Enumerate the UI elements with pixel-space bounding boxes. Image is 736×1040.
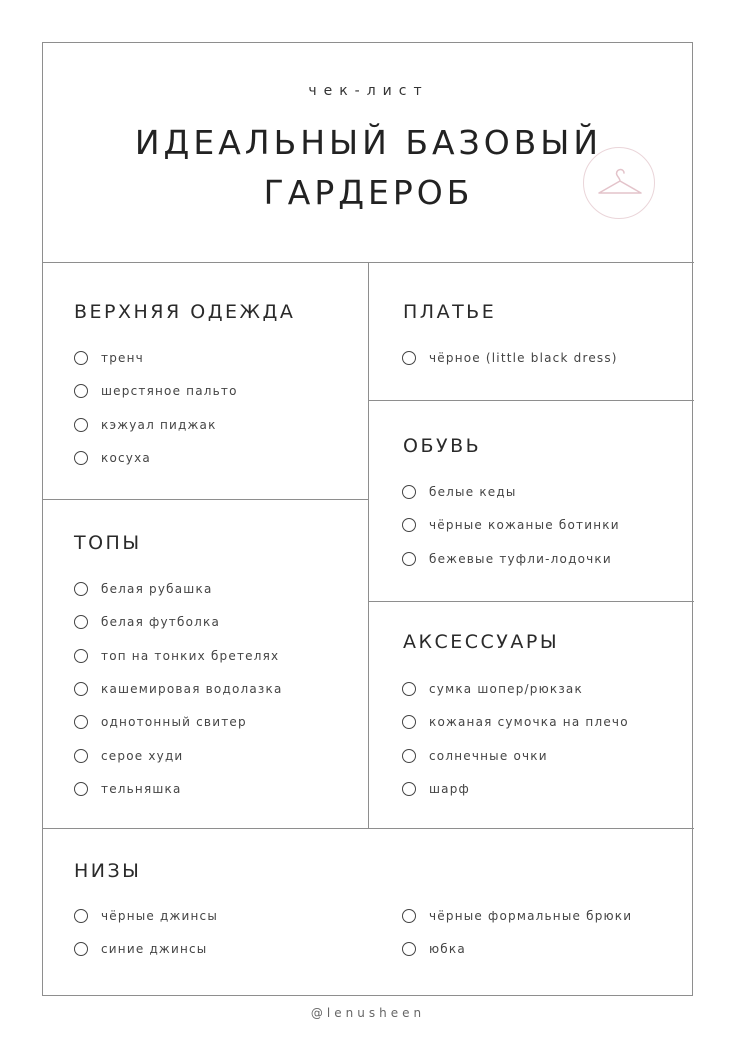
circle-checkbox-icon[interactable] [74, 418, 88, 432]
section-title-bottoms: НИЗЫ [74, 860, 142, 882]
hanger-badge [583, 147, 655, 219]
item-label: тренч [101, 351, 144, 365]
circle-checkbox-icon[interactable] [74, 451, 88, 465]
circle-checkbox-icon[interactable] [402, 351, 416, 365]
circle-checkbox-icon[interactable] [402, 485, 416, 499]
circle-checkbox-icon[interactable] [74, 582, 88, 596]
circle-checkbox-icon[interactable] [402, 552, 416, 566]
circle-checkbox-icon[interactable] [74, 384, 88, 398]
circle-checkbox-icon[interactable] [402, 782, 416, 796]
item-label: кожаная сумочка на плечо [429, 715, 629, 729]
section-title-shoes: ОБУВЬ [403, 435, 482, 457]
item-label: косуха [101, 451, 151, 465]
circle-checkbox-icon[interactable] [402, 518, 416, 532]
divider [368, 262, 369, 828]
item-label: бежевые туфли-лодочки [429, 552, 612, 566]
item-label: синие джинсы [101, 942, 208, 956]
item-label: чёрные кожаные ботинки [429, 518, 620, 532]
circle-checkbox-icon[interactable] [402, 682, 416, 696]
hanger-icon [584, 148, 656, 220]
section-title-outerwear: ВЕРХНЯЯ ОДЕЖДА [74, 301, 296, 323]
item-label: шарф [429, 782, 471, 796]
section-title-accessories: АКСЕССУАРЫ [403, 631, 560, 653]
circle-checkbox-icon[interactable] [74, 649, 88, 663]
item-label: чёрное (little black dress) [429, 351, 618, 365]
circle-checkbox-icon[interactable] [74, 909, 88, 923]
circle-checkbox-icon[interactable] [402, 909, 416, 923]
circle-checkbox-icon[interactable] [74, 351, 88, 365]
circle-checkbox-icon[interactable] [402, 942, 416, 956]
circle-checkbox-icon[interactable] [74, 715, 88, 729]
checklist-sheet [42, 42, 693, 996]
section-title-dress: ПЛАТЬЕ [403, 301, 497, 323]
item-label: солнечные очки [429, 749, 548, 763]
circle-checkbox-icon[interactable] [402, 749, 416, 763]
section-title-tops: ТОПЫ [74, 532, 142, 554]
circle-checkbox-icon[interactable] [74, 682, 88, 696]
checklist-subtitle: чек-лист [308, 83, 429, 99]
item-label: однотонный свитер [101, 715, 247, 729]
page-title-line-2: ГАРДЕРОБ [263, 173, 474, 212]
circle-checkbox-icon[interactable] [74, 782, 88, 796]
item-label: топ на тонких бретелях [101, 649, 280, 663]
divider [368, 601, 694, 602]
item-label: белая футболка [101, 615, 221, 629]
item-label: кэжуал пиджак [101, 418, 217, 432]
item-label: чёрные формальные брюки [429, 909, 633, 923]
divider [368, 400, 694, 401]
item-label: кашемировая водолазка [101, 682, 283, 696]
item-label: чёрные джинсы [101, 909, 219, 923]
item-label: тельняшка [101, 782, 182, 796]
divider [43, 828, 694, 829]
author-handle: @lenusheen [310, 1006, 426, 1020]
circle-checkbox-icon[interactable] [402, 715, 416, 729]
item-label: сумка шопер/рюкзак [429, 682, 583, 696]
page-title-line-1: ИДЕАЛЬНЫЙ БАЗОВЫЙ [134, 123, 603, 162]
item-label: шерстяное пальто [101, 384, 238, 398]
circle-checkbox-icon[interactable] [74, 942, 88, 956]
item-label: белые кеды [429, 485, 517, 499]
item-label: белая рубашка [101, 582, 213, 596]
item-label: серое худи [101, 749, 184, 763]
circle-checkbox-icon[interactable] [74, 749, 88, 763]
divider [43, 499, 368, 500]
item-label: юбка [429, 942, 466, 956]
circle-checkbox-icon[interactable] [74, 615, 88, 629]
